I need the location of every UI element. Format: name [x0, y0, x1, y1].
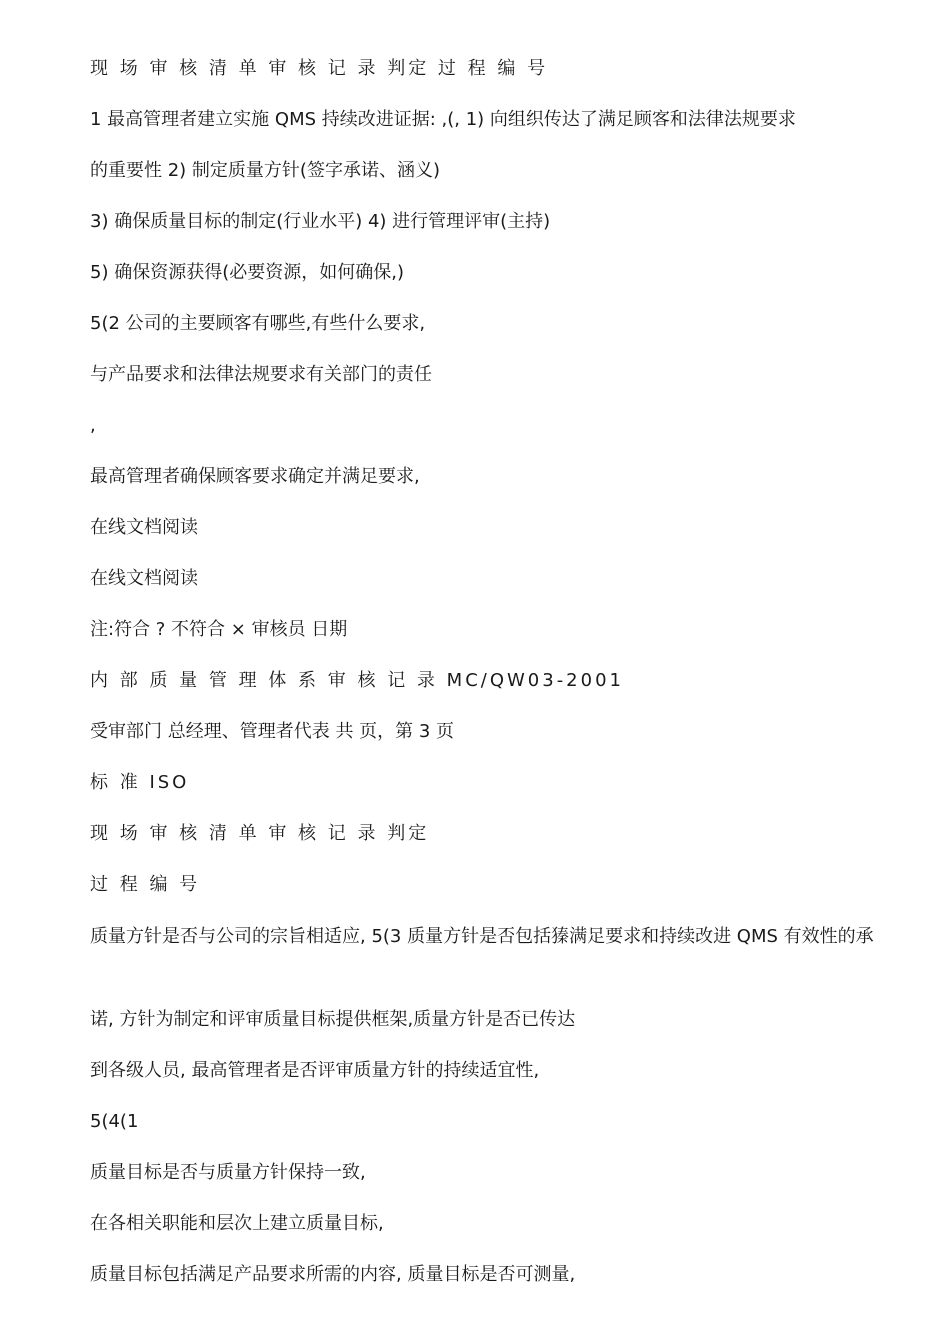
audited-department-line: 受审部门 总经理、管理者代表 共 页，第 3 页 — [90, 721, 455, 742]
note-line: 注:符合 ? 不符合 × 审核员 日期 — [90, 619, 348, 640]
text-line: 最高管理者确保顾客要求确定并满足要求, — [90, 466, 420, 487]
text-line: 的重要性 2) 制定质量方针(签字承诺、涵义) — [90, 160, 440, 181]
text-line: 1 最高管理者建立实施 QMS 持续改进证据: ,(, 1) 向组织传达了满足顾客和法律法规要求 — [90, 109, 796, 130]
text-line: 到各级人员, 最高管理者是否评审质量方针的持续适宜性, — [90, 1060, 540, 1081]
text-line: 与产品要求和法律法规要求有关部门的责任 — [90, 364, 432, 385]
record-title-line: 内 部 质 量 管 理 体 系 审 核 记 录 MC/QW03-2001 — [90, 670, 624, 691]
text-line: 在各相关职能和层次上建立质量目标, — [90, 1213, 384, 1234]
text-line: 5) 确保资源获得(必要资源，如何确保,) — [90, 262, 404, 283]
text-line: , — [90, 415, 96, 436]
text-line: 质量目标包括满足产品要求所需的内容, 质量目标是否可测量, — [90, 1264, 576, 1285]
process-number-line: 过 程 编 号 — [90, 874, 201, 895]
standard-line: 标 准 ISO — [90, 772, 190, 793]
text-line: 在线文档阅读 — [90, 517, 198, 538]
text-line: 质量目标是否与质量方针保持一致, — [90, 1162, 366, 1183]
text-paragraph: 质量方针是否与公司的宗旨相适应, 5(3 质量方针是否包括獉满足要求和持续改进 QMS 有效性的承 — [90, 926, 874, 947]
checklist-header-line: 现 场 审 核 清 单 审 核 记 录 判定 过 程 编 号 — [90, 58, 549, 79]
text-line: 在线文档阅读 — [90, 568, 198, 589]
clause-number-line: 5(4(1 — [90, 1111, 139, 1132]
checklist-header-line: 现 场 审 核 清 单 审 核 记 录 判定 — [90, 823, 430, 844]
text-line: 诺, 方针为制定和评审质量目标提供框架,质量方针是否已传达 — [90, 1009, 576, 1030]
text-line: 3) 确保质量目标的制定(行业水平) 4) 进行管理评审(主持) — [90, 211, 551, 232]
text-line: 5(2 公司的主要顾客有哪些,有些什么要求, — [90, 313, 426, 334]
